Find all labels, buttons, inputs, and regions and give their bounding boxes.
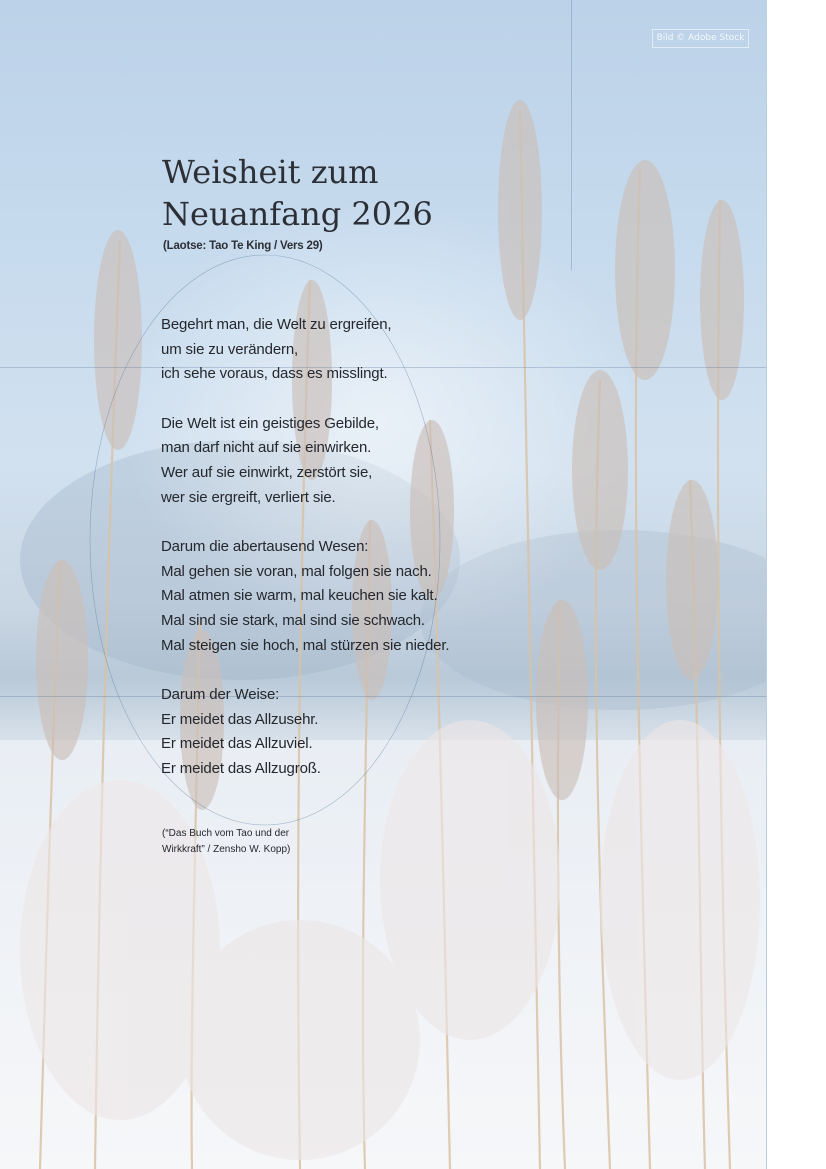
poem-line: Mal gehen sie voran, mal folgen sie nach. xyxy=(161,562,432,580)
poem-line: Er meidet das Allzugroß. xyxy=(161,760,321,778)
poem-line: wer sie ergreift, verliert sie. xyxy=(161,488,336,506)
poem-line: Mal steigen sie hoch, mal stürzen sie nieder. xyxy=(161,636,450,654)
poem-line: Mal sind sie stark, mal sind sie schwach. xyxy=(161,612,425,630)
poem-line: Wer auf sie einwirkt, zerstört sie, xyxy=(161,464,373,482)
citation-line-1: (“Das Buch vom Tao und der xyxy=(162,828,290,839)
poem-line: ich sehe voraus, dass es misslingt. xyxy=(161,365,388,383)
stanza xyxy=(161,683,449,782)
photo-credit: Bild © Adobe Stock xyxy=(652,29,749,48)
source-reference: (Laotse: Tao Te King / Vers 29) xyxy=(163,240,323,252)
stanza xyxy=(161,313,449,387)
poem-line: Er meidet das Allzusehr. xyxy=(161,710,319,728)
poem-line: Darum der Weise: xyxy=(161,685,280,703)
poem-line: Die Welt ist ein geistiges Gebilde, xyxy=(161,414,379,432)
poem-line: Darum die abertausend Wesen: xyxy=(161,537,369,555)
stanza xyxy=(161,535,449,659)
title-line-1: Weisheit zum xyxy=(162,153,379,191)
page-title xyxy=(162,151,433,235)
citation xyxy=(162,826,290,858)
page-margin xyxy=(766,0,826,1169)
poem-line: Begehrt man, die Welt zu ergreifen, xyxy=(161,316,392,333)
poem-line: um sie zu verändern, xyxy=(161,340,299,358)
stanza xyxy=(161,412,449,511)
title-line-2: Neuanfang 2026 xyxy=(162,195,433,233)
poem-line: Mal atmen sie warm, mal keuchen sie kalt. xyxy=(161,587,438,605)
citation-line-2: Wirkkraft” / Zensho W. Kopp) xyxy=(162,844,291,855)
poem-line: Er meidet das Allzuviel. xyxy=(161,735,313,753)
poem-line: man darf nicht auf sie einwirken. xyxy=(161,439,372,457)
poem xyxy=(161,313,449,806)
layout-guide xyxy=(571,0,572,270)
